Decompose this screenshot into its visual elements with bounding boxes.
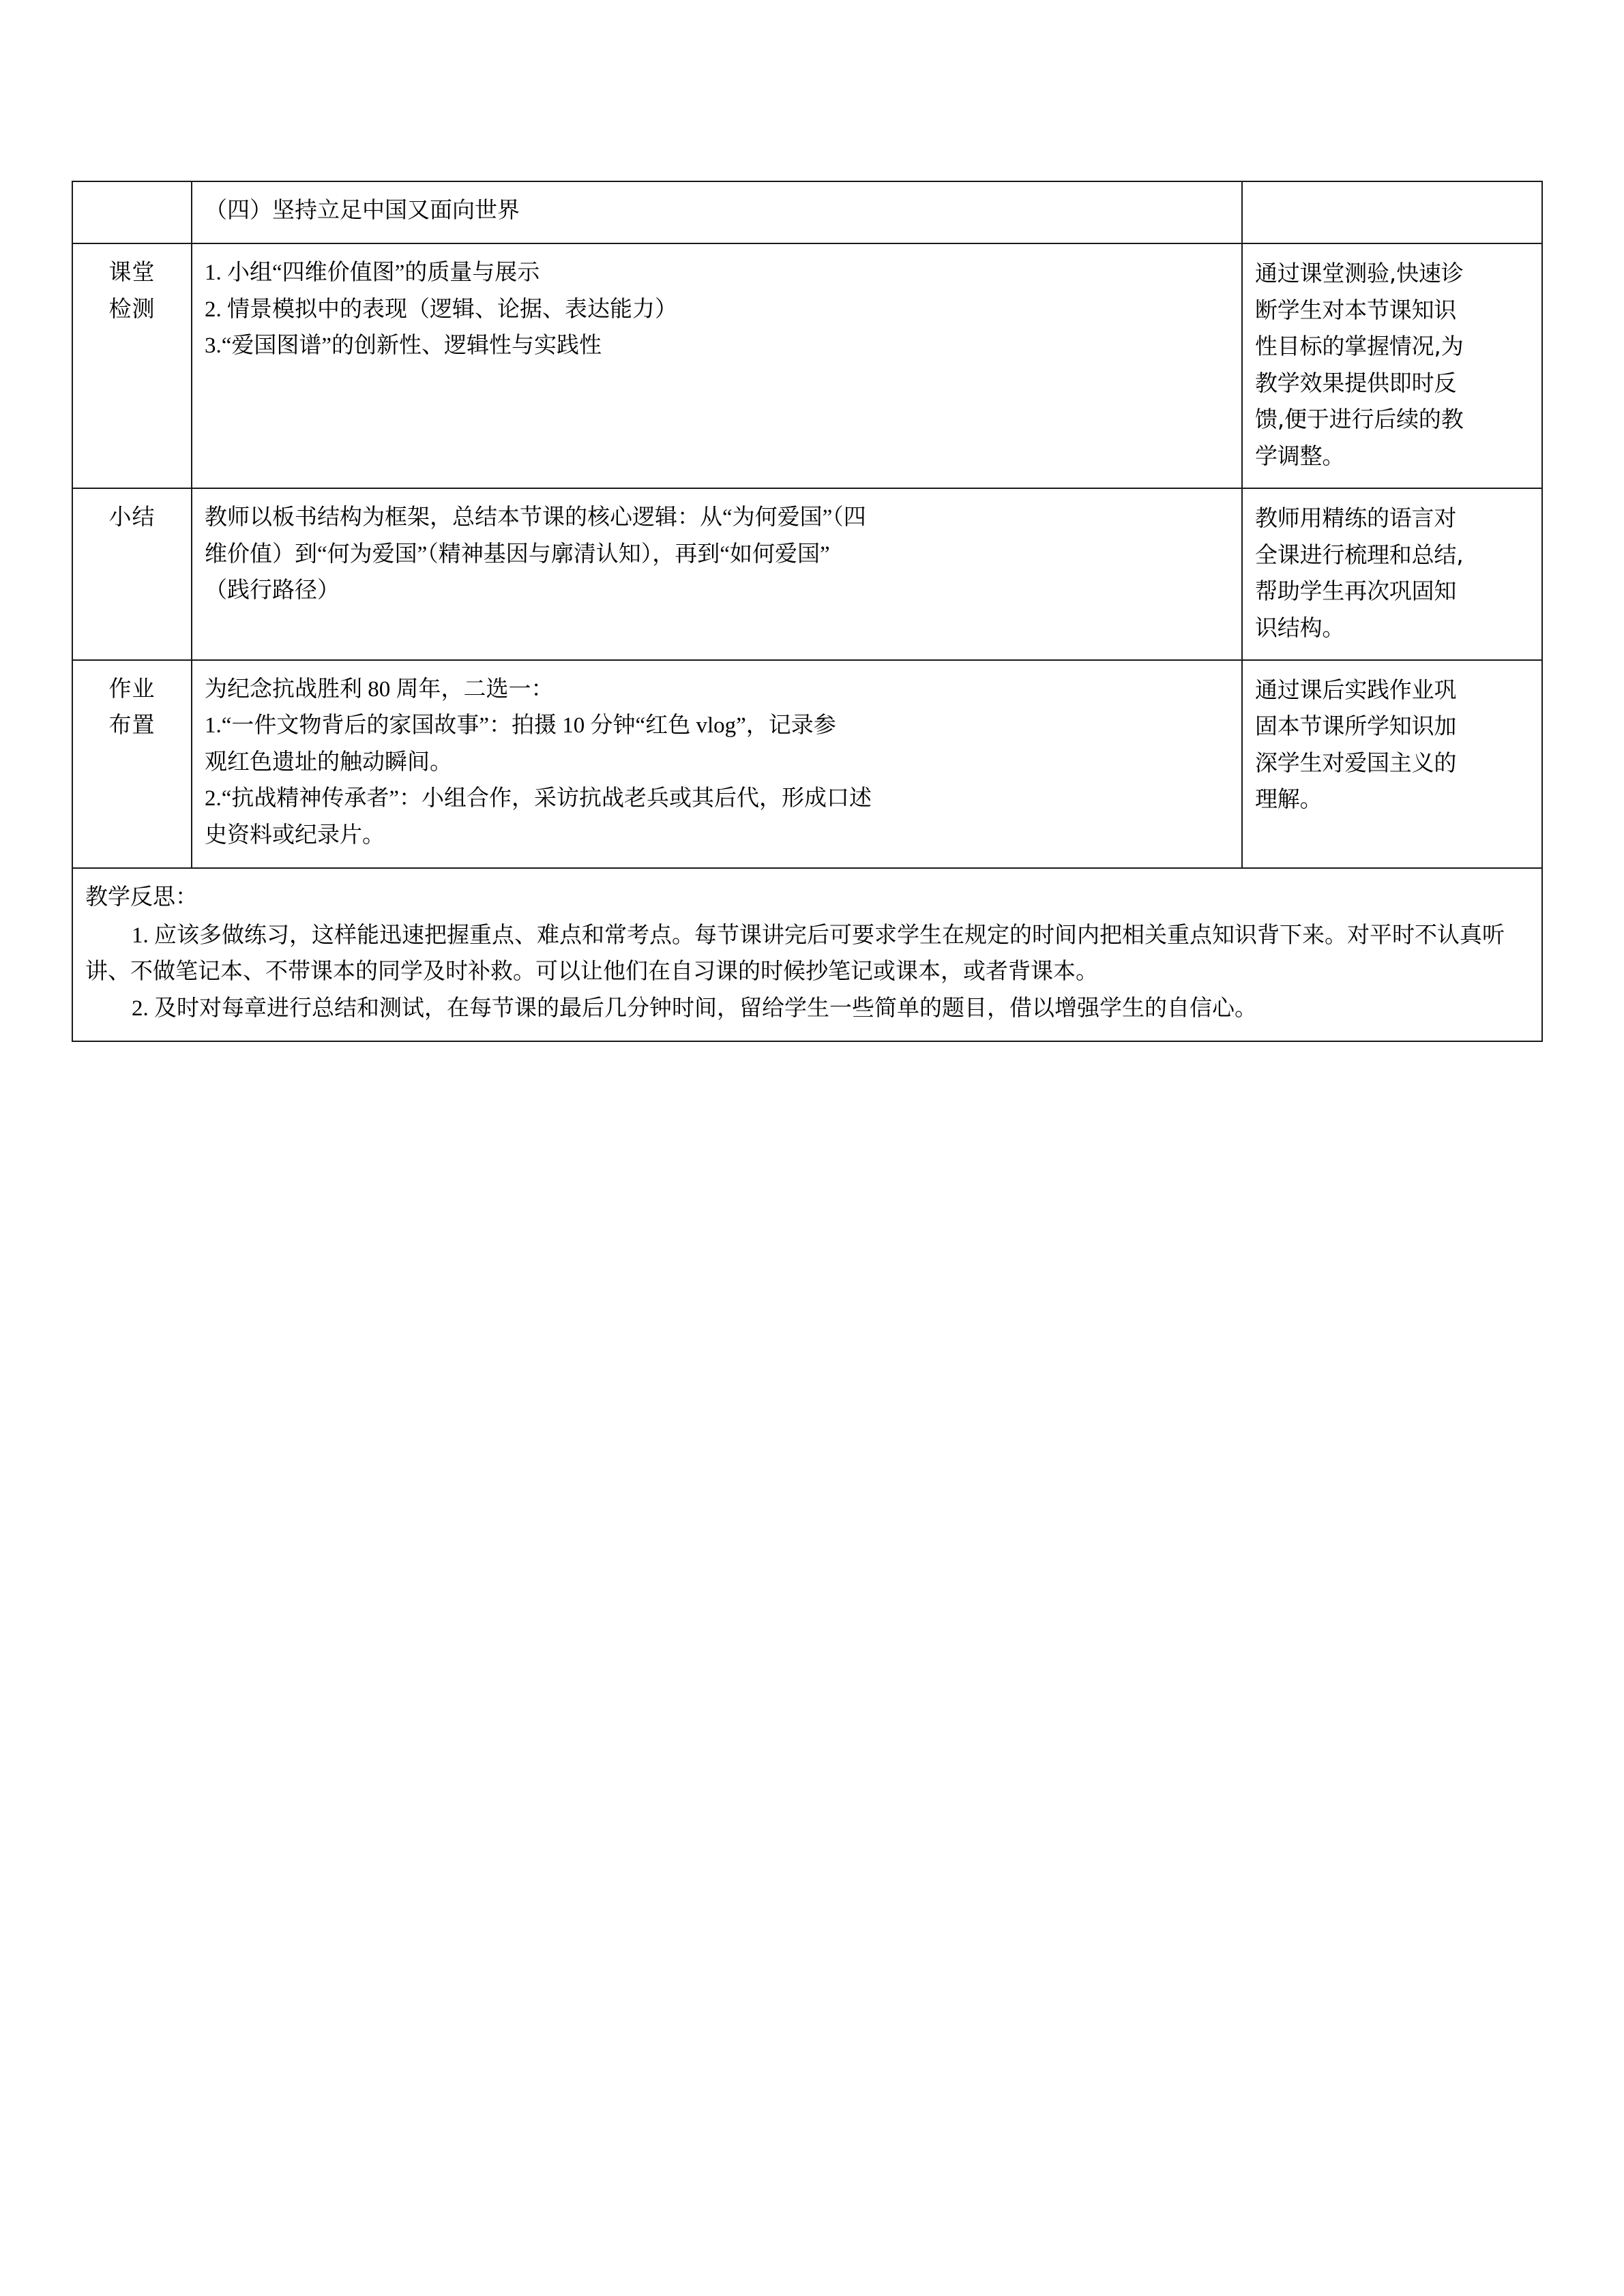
note-line: 深学生对爱国主义的 xyxy=(1255,749,1457,776)
body-line: 史资料或纪录片。 xyxy=(205,822,385,848)
row-body-summary xyxy=(192,488,1242,660)
label-line: 布置 xyxy=(108,713,156,739)
body-line: 观红色遗址的触动瞬间。 xyxy=(205,749,452,775)
label-line: 小结 xyxy=(108,505,156,531)
body-line: 教师以板书结构为框架，总结本节课的核心逻辑：从“为何爱国”（四 xyxy=(205,505,866,531)
row-label-classroom-test xyxy=(72,243,192,488)
reflection-title: 教学反思： xyxy=(85,885,198,910)
row-label-summary xyxy=(72,488,192,660)
note-line: 断学生对本节课知识 xyxy=(1255,296,1457,323)
row-body-section-four xyxy=(192,181,1242,243)
body-line: 为纪念抗战胜利 80 周年，二选一： xyxy=(205,676,554,702)
table-row-reflection xyxy=(72,868,1542,1041)
body-line: 3.“爱国图谱”的创新性、逻辑性与实践性 xyxy=(205,333,602,359)
note-line: 馈,便于进行后续的教 xyxy=(1255,406,1464,433)
table-row xyxy=(72,660,1542,868)
note-line: 通过课后实践作业巩 xyxy=(1255,676,1457,703)
note-line: 固本节课所学知识加 xyxy=(1255,713,1457,740)
note-line: 全课进行梳理和总结, xyxy=(1255,541,1464,568)
note-line: 识结构。 xyxy=(1255,614,1345,641)
row-note-classroom-test xyxy=(1242,243,1542,488)
label-line: 检测 xyxy=(108,297,156,322)
label-line: 课堂 xyxy=(108,260,156,286)
teaching-reflection-cell xyxy=(72,868,1542,1041)
note-line: 通过课堂测验,快速诊 xyxy=(1255,260,1464,287)
row-note-summary xyxy=(1242,488,1542,660)
note-line: 教师用精练的语言对 xyxy=(1255,505,1457,532)
body-line: （四）坚持立足中国又面向世界 xyxy=(205,198,520,223)
body-line: 1. 小组“四维价值图”的质量与展示 xyxy=(205,260,540,286)
body-line: 2.“抗战精神传承者”：小组合作，采访抗战老兵或其后代，形成口述 xyxy=(205,786,872,811)
note-line: 帮助学生再次巩固知 xyxy=(1255,578,1457,605)
body-line: 2. 情景模拟中的表现（逻辑、论据、表达能力） xyxy=(205,297,677,322)
note-line: 学调整。 xyxy=(1255,442,1345,469)
table-row xyxy=(72,243,1542,488)
row-label-empty xyxy=(72,181,192,243)
note-line: 教学效果提供即时反 xyxy=(1255,369,1457,396)
table-row xyxy=(72,488,1542,660)
lesson-plan-table xyxy=(72,181,1543,1042)
reflection-paragraph: 1. 应该多做练习，这样能迅速把握重点、难点和常考点。每节课讲完后可要求学生在规定的时间内把相关重点知识背下来。对平时不认真听讲、不做笔记本、不带课本的同学及时补救。可以让他们在自习课的时候抄笔记或课本，或者背课本。 xyxy=(85,923,1505,985)
row-note-empty xyxy=(1242,181,1542,243)
row-label-homework xyxy=(72,660,192,868)
row-body-classroom-test xyxy=(192,243,1242,488)
row-body-homework xyxy=(192,660,1242,868)
body-line: 1.“一件文物背后的家国故事”：拍摄 10 分钟“红色 vlog”，记录参 xyxy=(205,713,836,739)
label-line: 作业 xyxy=(108,676,156,702)
note-line: 性目标的掌握情况,为 xyxy=(1255,333,1464,360)
note-line: 理解。 xyxy=(1255,786,1323,813)
table-row xyxy=(72,181,1542,243)
body-line: 维价值）到“何为爱国”（精神基因与廓清认知），再到“如何爱国” xyxy=(205,541,830,567)
body-line: （践行路径） xyxy=(205,578,340,603)
reflection-paragraph: 2. 及时对每章进行总结和测试，在每节课的最后几分钟时间，留给学生一些简单的题目，借以增强学生的自信心。 xyxy=(132,996,1257,1021)
row-note-homework xyxy=(1242,660,1542,868)
